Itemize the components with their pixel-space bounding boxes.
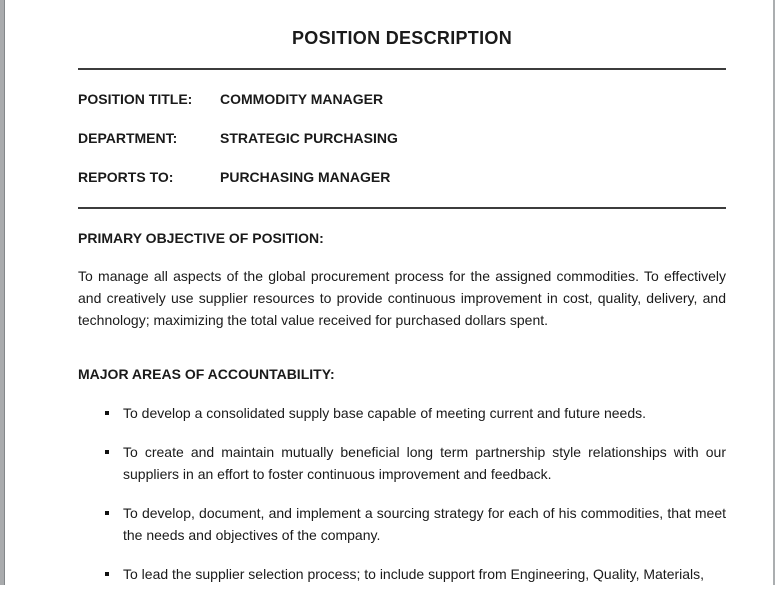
bullet-square-icon [105,572,109,576]
field-value: COMMODITY MANAGER [220,91,384,107]
list-item [78,502,726,546]
list-item-text: To lead the supplier selection process; to include support from Engineering, Quality, Materials, [123,566,705,582]
document-title: POSITION DESCRIPTION [291,28,513,48]
bullet-square-icon [105,411,109,415]
title-divider [78,68,726,70]
field-value: PURCHASING MANAGER [220,169,391,185]
list-item-text: To develop, document, and implement a sourcing strategy for each of his commodities, that meet the needs and objectives of the company. [123,505,726,543]
field-label: POSITION TITLE: [78,91,193,107]
bullet-square-icon [105,511,109,515]
scan-right-edge-line [773,0,775,585]
field-label: REPORTS TO: [78,169,174,185]
section-heading-major-areas: MAJOR AREAS OF ACCOUNTABILITY: [78,366,335,382]
list-item [78,563,726,585]
list-item-text: To develop a consolidated supply base capable of meeting current and future needs. [123,405,647,421]
section-heading-primary-objective: PRIMARY OBJECTIVE OF POSITION: [78,230,324,246]
list-item [78,441,726,485]
field-label: DEPARTMENT: [78,130,178,146]
document-page [78,0,726,602]
fields-divider [78,207,726,209]
field-position-title [78,92,726,107]
list-item-text: To create and maintain mutually beneficial long term partnership style relationships with our suppliers in an effort to foster continuous improvement and feedback. [123,444,726,482]
scan-left-edge-line [4,0,5,585]
bullet-square-icon [105,450,109,454]
accountability-list [78,402,726,585]
header-fields [78,92,726,185]
field-department [78,131,726,146]
list-item [78,402,726,424]
field-value: STRATEGIC PURCHASING [220,130,398,146]
field-reports-to [78,170,726,185]
primary-objective-paragraph: To manage all aspects of the global procurement process for the assigned commodities. To effectively and creatively use supplier resources to provide continuous improvement in cost, quality, delivery, and technology; maximizing the total value received for purchased dollars spent. [78,268,726,328]
